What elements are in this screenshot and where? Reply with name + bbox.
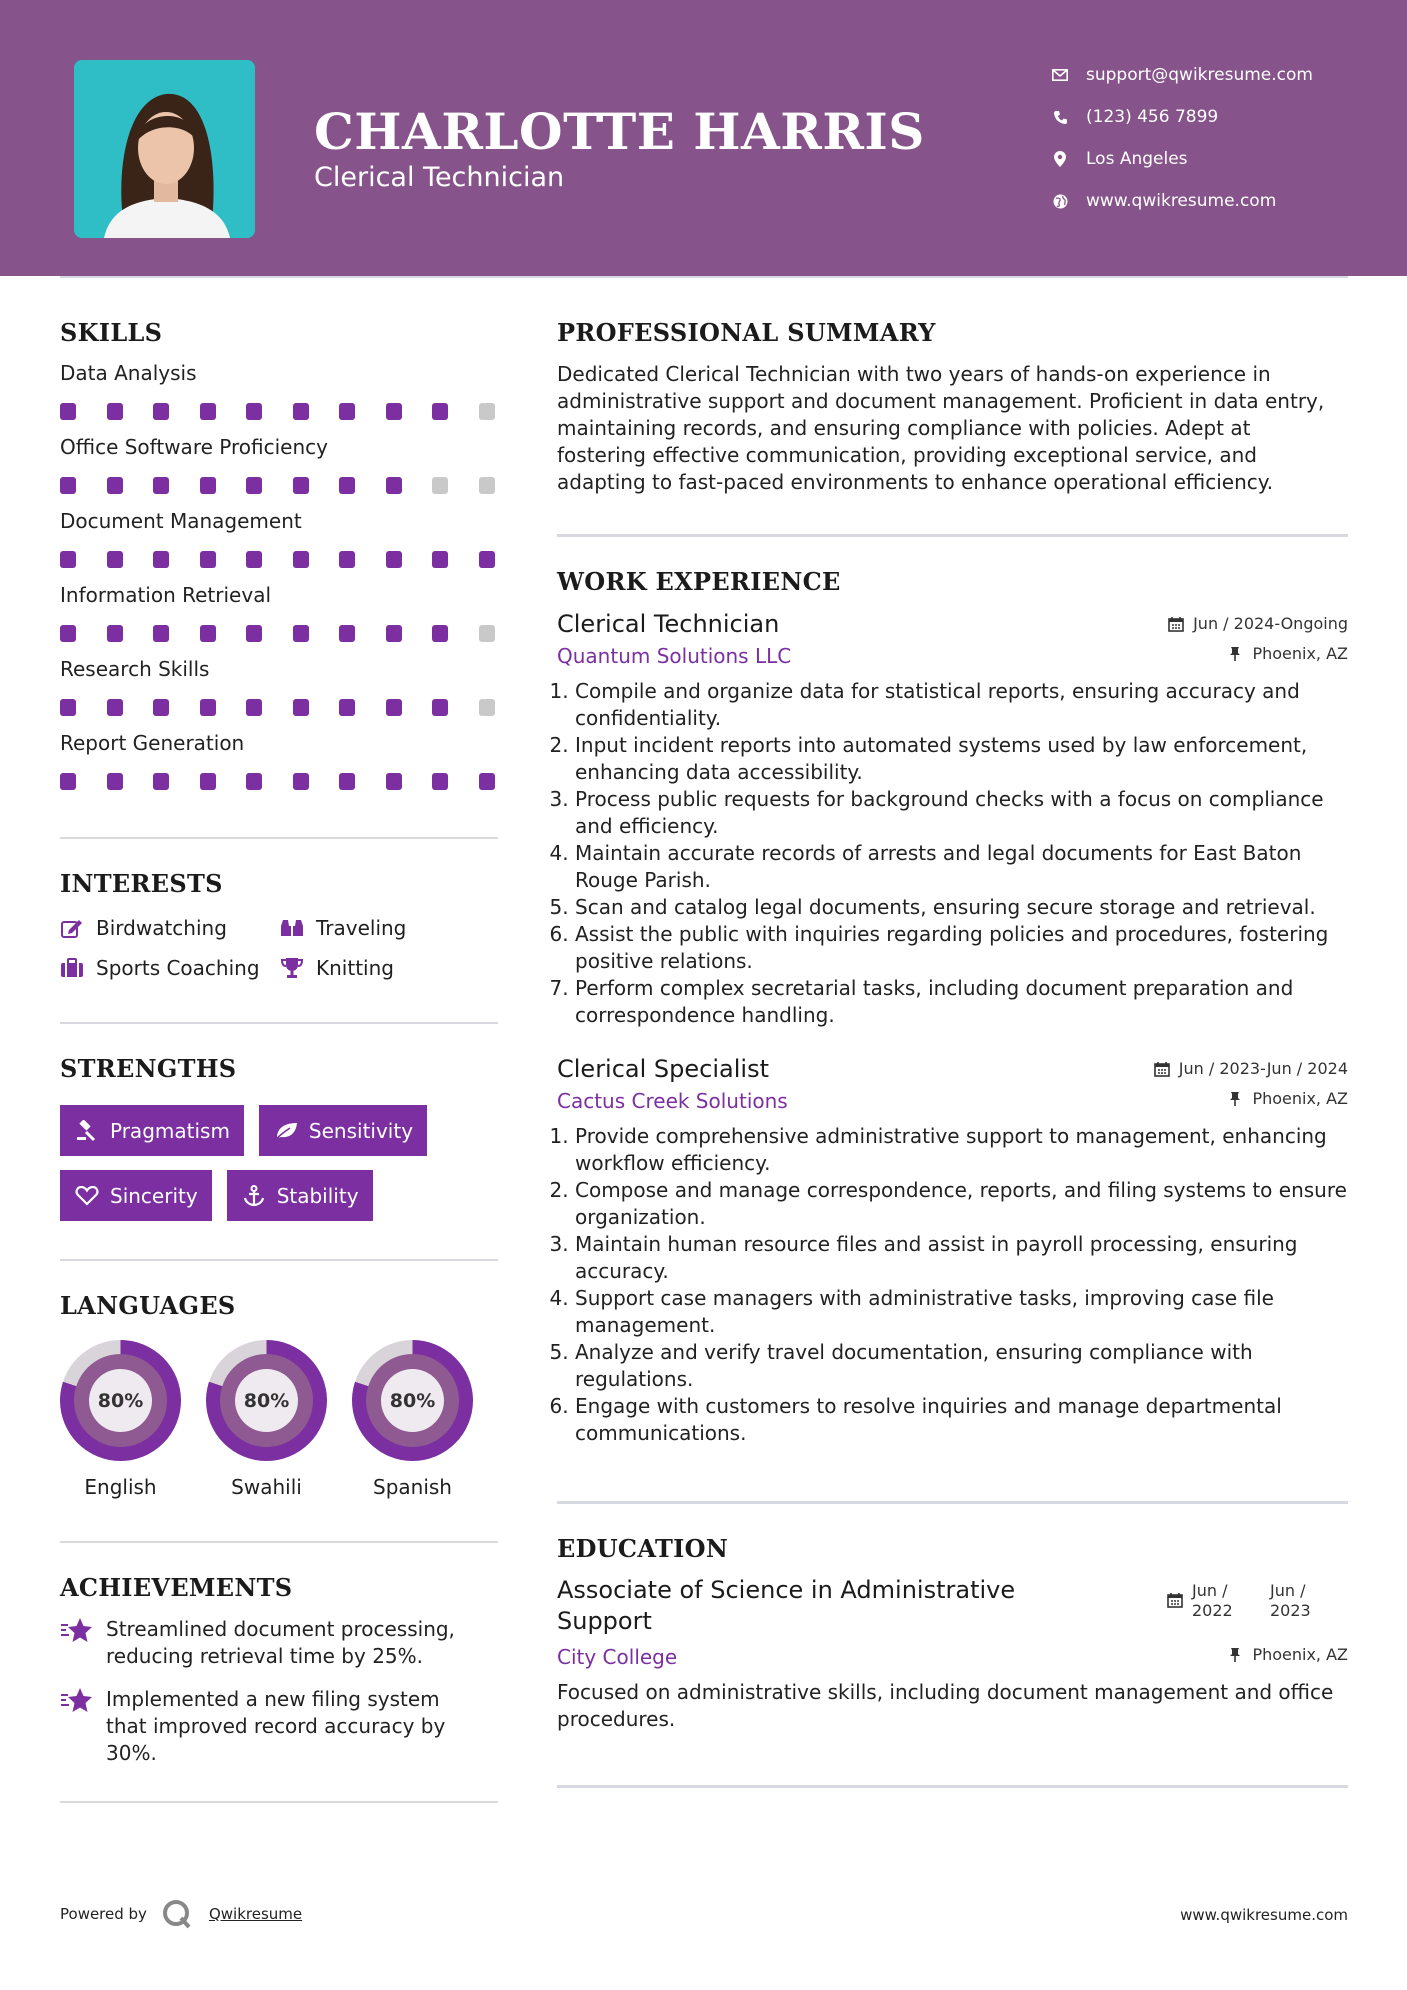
- skill-item: [60, 731, 498, 791]
- rating-dot-empty: [479, 403, 495, 420]
- left-column: [60, 318, 498, 1803]
- interest-item: [60, 956, 280, 980]
- rating-dot-filled: [107, 699, 123, 716]
- contact-location: [1050, 138, 1313, 180]
- language-item: [60, 1340, 206, 1499]
- skill-name: Document Management: [60, 509, 302, 533]
- strength-label: Sincerity: [110, 1183, 198, 1208]
- heart-icon: [74, 1185, 100, 1207]
- skill-rating: [60, 551, 498, 569]
- rating-dot-filled: [153, 699, 169, 716]
- language-item: [206, 1340, 352, 1499]
- anchor-icon: [241, 1185, 267, 1207]
- skills-list: [60, 361, 498, 791]
- skill-rating: [60, 699, 498, 717]
- rating-dot-empty: [479, 625, 495, 642]
- skill-item: [60, 435, 498, 495]
- skills-section: [60, 318, 498, 791]
- strengths-list: [60, 1105, 460, 1221]
- education-location: [1226, 1645, 1348, 1664]
- language-percent: 80%: [89, 1369, 152, 1432]
- footer-website[interactable]: www.qwikresume.com: [1180, 1906, 1348, 1924]
- rating-dot-filled: [107, 477, 123, 494]
- leaf-icon: [273, 1120, 299, 1142]
- rating-dot-filled: [339, 699, 355, 716]
- rating-dot-filled: [246, 403, 262, 420]
- edu-start-year: 2022: [1192, 1601, 1233, 1620]
- company-name: Quantum Solutions LLC: [557, 644, 792, 668]
- rating-dot-empty: [479, 477, 495, 494]
- section-divider: [60, 837, 498, 839]
- interests-heading: INTERESTS: [60, 869, 223, 898]
- profile-photo: [74, 60, 255, 238]
- achievement-text: Implemented a new filing system that improved record accuracy by 30%.: [106, 1687, 446, 1765]
- summary-heading: PROFESSIONAL SUMMARY: [557, 318, 936, 347]
- rating-dot-filled: [432, 403, 448, 420]
- rating-dot-filled: [479, 551, 495, 568]
- job-location-text: Phoenix, AZ: [1252, 644, 1348, 663]
- rating-dot-filled: [432, 699, 448, 716]
- rating-dot-filled: [60, 551, 76, 568]
- job-location: [1226, 1089, 1348, 1108]
- powered-by-label: Powered by: [60, 1905, 147, 1923]
- pushpin-icon: [1226, 645, 1244, 663]
- qwikresume-logo-icon: [161, 1898, 193, 1930]
- languages-section: [60, 1291, 498, 1499]
- strength-tag: [60, 1170, 212, 1221]
- rating-dot-filled: [246, 773, 262, 790]
- skill-rating: [60, 773, 498, 791]
- job-date-text: Jun / 2024-Ongoing: [1193, 614, 1348, 633]
- summary-section: [557, 318, 1348, 496]
- rating-dot-filled: [60, 773, 76, 790]
- rating-dot-filled: [200, 477, 216, 494]
- interest-item: [280, 916, 480, 940]
- rating-dot-filled: [107, 773, 123, 790]
- skill-item: [60, 657, 498, 717]
- achievements-heading: ACHIEVEMENTS: [60, 1573, 293, 1602]
- achievements-section: [60, 1573, 498, 1767]
- calendar-icon: [1166, 1591, 1184, 1609]
- skill-name: Research Skills: [60, 657, 210, 681]
- interests-list: [60, 916, 498, 980]
- job-title: Clerical Technician: [557, 610, 780, 638]
- briefcase-icon: [60, 956, 84, 980]
- duty-item: 5. Analyze and verify travel documentation, ensuring compliance with regulations.: [575, 1339, 1348, 1393]
- rating-dot-filled: [339, 403, 355, 420]
- rating-dot-filled: [200, 551, 216, 568]
- duty-item: 7. Perform complex secretarial tasks, including document preparation and correspondence handling.: [575, 975, 1348, 1029]
- skills-heading: SKILLS: [60, 318, 163, 347]
- rating-dot-filled: [107, 625, 123, 642]
- contact-phone-text: (123) 456 7899: [1086, 107, 1219, 127]
- rating-dot-empty: [432, 477, 448, 494]
- skill-item: [60, 583, 498, 643]
- duty-item: 5. Scan and catalog legal documents, ensuring secure storage and retrieval.: [575, 894, 1348, 921]
- skill-name: Office Software Proficiency: [60, 435, 328, 459]
- job-entry: [557, 1055, 1348, 1447]
- rating-dot-filled: [246, 699, 262, 716]
- rating-dot-filled: [386, 625, 402, 642]
- language-item: [352, 1340, 498, 1499]
- pushpin-icon: [1226, 1090, 1244, 1108]
- rating-dot-filled: [432, 551, 448, 568]
- skill-rating: [60, 477, 498, 495]
- language-ring: [206, 1340, 327, 1461]
- job-date-text: Jun / 2023-Jun / 2024: [1178, 1059, 1348, 1078]
- rating-dot-filled: [293, 403, 309, 420]
- trophy-icon: [280, 956, 304, 980]
- rating-dot-filled: [246, 551, 262, 568]
- calendar-icon: [1167, 615, 1185, 633]
- rating-dot-filled: [153, 403, 169, 420]
- rating-dot-filled: [293, 625, 309, 642]
- interest-label: Birdwatching: [96, 916, 227, 940]
- binoculars-icon: [280, 916, 304, 940]
- contact-location-text: Los Angeles: [1086, 149, 1188, 169]
- edu-start-month: Jun /: [1192, 1581, 1228, 1600]
- rating-dot-filled: [293, 699, 309, 716]
- section-divider: [557, 1501, 1348, 1504]
- job-date: [1153, 1059, 1348, 1078]
- rating-dot-filled: [153, 773, 169, 790]
- achievement-item: [60, 1686, 498, 1767]
- duties-list: [557, 1123, 1348, 1447]
- interest-label: Traveling: [316, 916, 407, 940]
- duty-item: 2. Compose and manage correspondence, reports, and filing systems to ensure organization.: [575, 1177, 1348, 1231]
- footer-powered-by: [60, 1898, 302, 1930]
- education-heading: EDUCATION: [557, 1534, 729, 1563]
- company-name: Cactus Creek Solutions: [557, 1089, 788, 1113]
- rating-dot-filled: [386, 551, 402, 568]
- degree-title: Associate of Science in Administrative Support: [557, 1576, 1016, 1635]
- duties-list: [557, 678, 1348, 1029]
- rating-dot-filled: [60, 477, 76, 494]
- summary-text: Dedicated Clerical Technician with two years of hands-on experience in administrative support and document management. Proficient in data entry, maintaining records, and ensuring compliance with policies. Adept at fostering effective communication, providing exceptional service, and adapting to fast-paced environments to enhance operational efficiency.: [557, 362, 1325, 494]
- section-divider: [557, 534, 1348, 537]
- language-ring: [60, 1340, 181, 1461]
- language-percent: 80%: [381, 1369, 444, 1432]
- duty-item: 1. Provide comprehensive administrative support to management, enhancing workflow efficiency.: [575, 1123, 1348, 1177]
- rating-dot-filled: [432, 773, 448, 790]
- language-name: English: [84, 1475, 157, 1499]
- rating-dot-filled: [60, 625, 76, 642]
- rating-dot-filled: [153, 625, 169, 642]
- education-description: Focused on administrative skills, including document management and office procedures.: [557, 1680, 1334, 1731]
- interest-label: Sports Coaching: [96, 956, 260, 980]
- duty-item: 1. Compile and organize data for statistical reports, ensuring accuracy and confidentiality.: [575, 678, 1348, 732]
- achievement-item: [60, 1616, 498, 1670]
- achievement-text: Streamlined document processing, reducing retrieval time by 25%.: [106, 1617, 455, 1668]
- rating-dot-filled: [386, 477, 402, 494]
- rating-dot-filled: [200, 699, 216, 716]
- language-ring: [352, 1340, 473, 1461]
- gavel-icon: [74, 1120, 100, 1142]
- duty-item: 3. Process public requests for background checks with a focus on compliance and efficiency.: [575, 786, 1348, 840]
- rating-dot-filled: [200, 625, 216, 642]
- globe-icon: [1050, 191, 1070, 211]
- education-date: [1166, 1581, 1320, 1621]
- contact-email[interactable]: [1050, 54, 1313, 96]
- rating-dot-filled: [107, 551, 123, 568]
- contact-website[interactable]: [1050, 180, 1313, 222]
- rating-dot-filled: [293, 551, 309, 568]
- job-entry: [557, 610, 1348, 1029]
- strength-label: Stability: [276, 1183, 359, 1208]
- resume-header: [0, 0, 1407, 276]
- brand-link[interactable]: Qwikresume: [208, 1905, 303, 1923]
- duty-item: 4. Maintain accurate records of arrests and legal documents for East Baton Rouge Parish.: [575, 840, 1348, 894]
- strength-tag: [259, 1105, 427, 1156]
- rating-dot-filled: [432, 625, 448, 642]
- skill-name: Report Generation: [60, 731, 245, 755]
- rating-dot-filled: [153, 477, 169, 494]
- skill-rating: [60, 403, 498, 421]
- strengths-heading: STRENGTHS: [60, 1054, 237, 1083]
- rating-dot-filled: [293, 477, 309, 494]
- rating-dot-filled: [386, 403, 402, 420]
- section-divider: [60, 1801, 498, 1803]
- interest-item: [280, 956, 480, 980]
- rating-dot-filled: [339, 551, 355, 568]
- star-icon: [60, 1616, 94, 1646]
- phone-icon: [1050, 107, 1070, 127]
- duty-item: 4. Support case managers with administrative tasks, improving case file management.: [575, 1285, 1348, 1339]
- section-divider: [60, 1259, 498, 1261]
- duty-item: 6. Assist the public with inquiries regarding policies and procedures, fostering positive relations.: [575, 921, 1348, 975]
- rating-dot-filled: [246, 477, 262, 494]
- education-section: [557, 1534, 1348, 1733]
- skill-name: Information Retrieval: [60, 583, 272, 607]
- experience-heading: WORK EXPERIENCE: [557, 567, 841, 596]
- rating-dot-filled: [200, 773, 216, 790]
- strength-tag: [60, 1105, 244, 1156]
- language-name: Spanish: [373, 1475, 452, 1499]
- experience-section: [557, 567, 1348, 1447]
- job-location: [1226, 644, 1348, 663]
- languages-list: [60, 1340, 498, 1499]
- map-pin-icon: [1050, 149, 1070, 169]
- header-divider: [60, 276, 1348, 278]
- rating-dot-filled: [246, 625, 262, 642]
- section-divider: [60, 1022, 498, 1024]
- strength-tag: [227, 1170, 373, 1221]
- rating-dot-filled: [153, 551, 169, 568]
- rating-dot-empty: [479, 699, 495, 716]
- duty-item: 3. Maintain human resource files and assist in payroll processing, ensuring accuracy.: [575, 1231, 1348, 1285]
- pencil-square-icon: [60, 916, 84, 940]
- rating-dot-filled: [479, 773, 495, 790]
- contact-email-text: support@qwikresume.com: [1086, 65, 1313, 85]
- contact-website-text: www.qwikresume.com: [1086, 191, 1277, 211]
- edu-end-year: 2023: [1270, 1601, 1311, 1620]
- skill-name: Data Analysis: [60, 361, 197, 385]
- contact-list: [1050, 54, 1313, 222]
- rating-dot-filled: [386, 699, 402, 716]
- language-name: Swahili: [231, 1475, 302, 1499]
- rating-dot-filled: [107, 403, 123, 420]
- rating-dot-filled: [60, 403, 76, 420]
- envelope-icon: [1050, 65, 1070, 85]
- school-name: City College: [557, 1645, 678, 1669]
- section-divider: [60, 1541, 498, 1543]
- star-icon: [60, 1686, 94, 1716]
- language-percent: 80%: [235, 1369, 298, 1432]
- skill-rating: [60, 625, 498, 643]
- calendar-icon: [1153, 1060, 1171, 1078]
- rating-dot-filled: [60, 699, 76, 716]
- languages-heading: LANGUAGES: [60, 1291, 236, 1320]
- duty-item: 6. Engage with customers to resolve inquiries and manage departmental communications.: [575, 1393, 1348, 1447]
- pushpin-icon: [1226, 1646, 1244, 1664]
- interests-section: [60, 869, 498, 980]
- job-title: Clerical Specialist: [557, 1055, 769, 1083]
- strength-label: Pragmatism: [110, 1118, 230, 1143]
- strength-label: Sensitivity: [308, 1118, 414, 1143]
- rating-dot-filled: [293, 773, 309, 790]
- skill-item: [60, 361, 498, 421]
- duty-item: 2. Input incident reports into automated systems used by law enforcement, enhancing data accessibility.: [575, 732, 1348, 786]
- strengths-section: [60, 1054, 498, 1221]
- job-location-text: Phoenix, AZ: [1252, 1089, 1348, 1108]
- right-column: [557, 318, 1348, 1788]
- candidate-title: Clerical Technician: [314, 162, 565, 193]
- interest-item: [60, 916, 280, 940]
- education-location-text: Phoenix, AZ: [1252, 1645, 1348, 1664]
- rating-dot-filled: [386, 773, 402, 790]
- rating-dot-filled: [339, 773, 355, 790]
- job-date: [1167, 614, 1348, 633]
- edu-end-month: Jun /: [1270, 1581, 1306, 1600]
- rating-dot-filled: [339, 477, 355, 494]
- rating-dot-filled: [339, 625, 355, 642]
- candidate-name: CHARLOTTE HARRIS: [314, 102, 925, 161]
- contact-phone[interactable]: [1050, 96, 1313, 138]
- rating-dot-filled: [200, 403, 216, 420]
- section-divider: [557, 1785, 1348, 1788]
- interest-label: Knitting: [316, 956, 394, 980]
- skill-item: [60, 509, 498, 569]
